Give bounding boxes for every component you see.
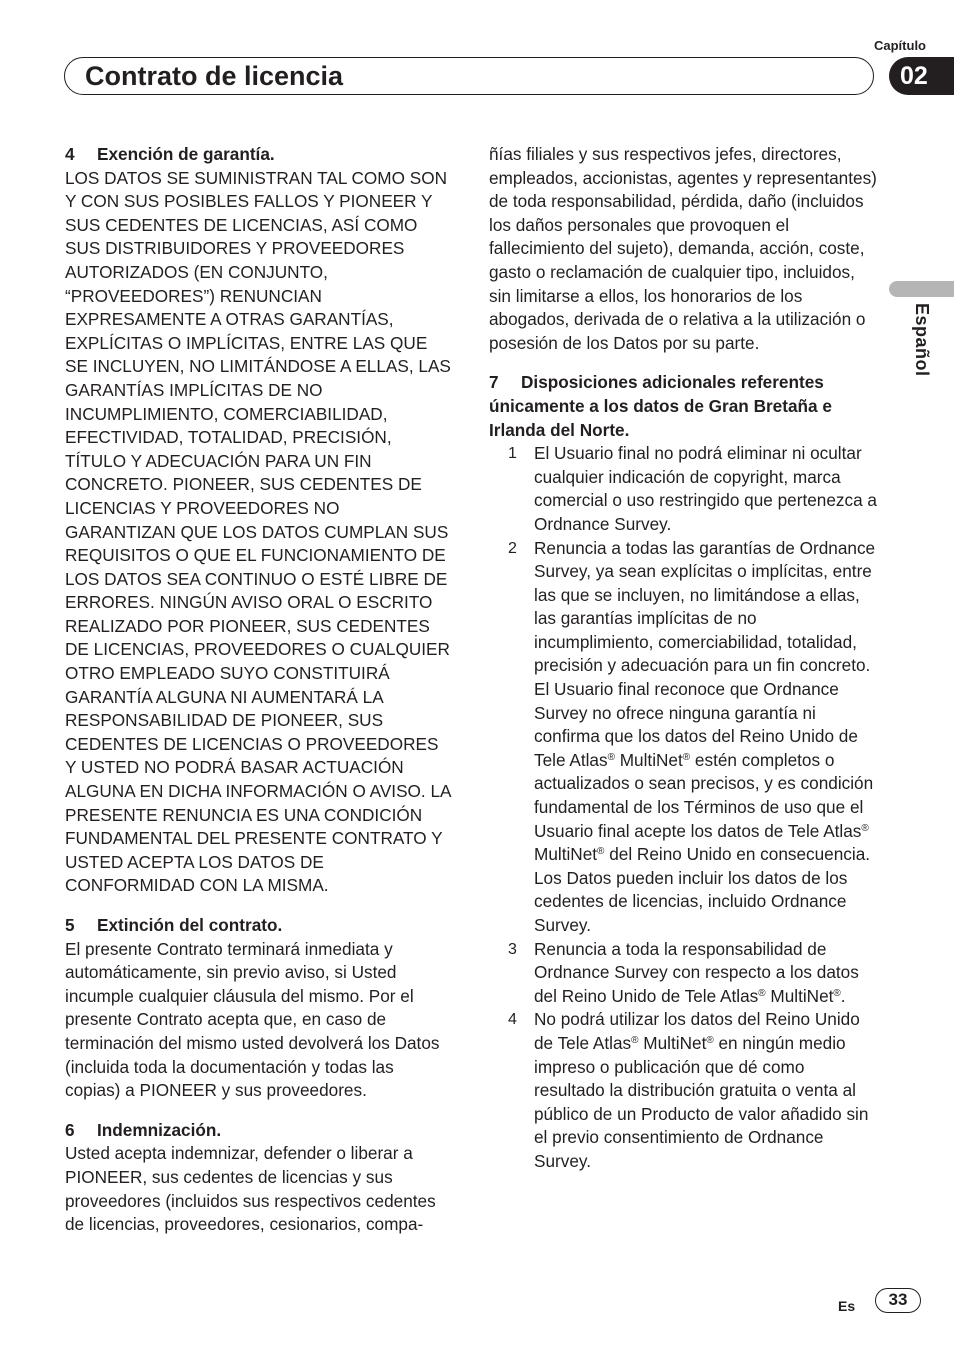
registered-mark: ® [833, 987, 841, 999]
list-item: 2 Renuncia a todas las garantías de Ordnance Survey, ya sean explícitas o implícitas, entre las que se incluyen, no limitándose a ellas, las garantías implícitas de no incumplimiento, comerciabilidad, totalidad, precisión y adecuación para un fin concreto. El Usuario final reconoce que Ordnance Survey no ofrece ninguna garantía ni confirma que los datos del Reino Unido de Tele Atlas® MultiNet® estén completos o actualizados o sean precisos, y es condición fundamental de los Términos de uso que el Usuario final acepte los datos de Tele Atlas® MultiNet® del Reino Unido en consecuencia. Los Datos pueden incluir los datos de los cedentes de licencias, incluido Ordnance Survey. [508, 537, 876, 935]
section-6-body-continued: ñías filiales y sus respectivos jefes, directores, empleados, accionistas, agentes y representantes) de toda responsabilidad, pérdida, daño (incluidos los daños personales que provoquen el fallecimiento del sujeto), demanda, acción, coste, gasto o reclamación de cualquier tipo, incluidos, sin limitarse a ellos, los honorarios de los abogados, derivada de o relativa a la utilización o posesión de los Datos por su parte. [489, 144, 877, 353]
section-4-body: LOS DATOS SE SUMINISTRAN TAL COMO SON Y CON SUS POSIBLES FALLOS Y PIONEER Y SUS CEDENTES DE LICENCIAS, ASÍ COMO SUS DISTRIBUIDORES Y PROVEEDORES AUTORIZADOS (EN CONJUNTO, “PROVEEDORES”) RENUNCIAN EXPRESAMENTE A OTRAS GARANTÍAS, EXPLÍCITAS O IMPLÍCITAS, ENTRE LAS QUE SE INCLUYEN, NO LIMITÁNDOSE A ELLAS, LAS GARANTÍAS IMPLÍCITAS DE NO INCUMPLIMIENTO, COMERCIABILIDAD, EFECTIVIDAD, TOTALIDAD, PRECISIÓN, TÍTULO Y ADECUACIÓN PARA UN FIN CONCRETO. PIONEER, SUS CEDENTES DE LICENCIAS Y PROVEEDORES NO GARANTIZAN QUE LOS DATOS CUMPLAN SUS REQUISITOS O QUE EL FUNCIONAMIENTO DE LOS DATOS SEA CONTINUO O ESTÉ LIBRE DE ERRORES. NINGÚN AVISO ORAL O ESCRITO REALIZADO POR PIONEER, SUS CEDENTES DE LICENCIAS, PROVEEDORES O CUALQUIER OTRO EMPLEADO SUYO CONSTITUIRÁ GARANTÍA ALGUNA NI AUMENTARÁ LA RESPONSABILIDAD DE PIONEER, SUS CEDENTES DE LICENCIAS O PROVEEDORES Y USTED NO PODRÁ BASAR ACTUACIÓN ALGUNA EN DICHA INFORMACIÓN O AVISO. LA PRESENTE RENUNCIA ES UNA CONDICIÓN FUNDAMENTAL DEL PRESENTE CONTRATO Y USTED ACEPTA LOS DATOS DE CONFORMIDAD CON LA MISMA. [65, 167, 451, 896]
footer-language-code: Es [838, 1298, 856, 1314]
section-5-heading: 5 Extinción del contrato. [65, 915, 283, 935]
section-4 [65, 143, 453, 898]
registered-mark: ® [706, 1034, 714, 1046]
registered-mark: ® [861, 822, 869, 834]
section-7-list [489, 442, 879, 1173]
list-item: 1 El Usuario final no podrá eliminar ni ocultar cualquier indicación de copyright, marca comercial o uso restringido que pertenezca a Ordnance Survey. [508, 443, 877, 534]
page-number: 33 [875, 1288, 921, 1313]
section-6-body: Usted acepta indemnizar, defender o liberar a PIONEER, sus cedentes de licencias y sus proveedores (incluidos sus respectivos cedentes de licencias, proveedores, cesionarios, compa- [65, 1143, 436, 1235]
list-item: 3 Renuncia a toda la responsabilidad de Ordnance Survey con respecto a los datos del Reino Unido de Tele Atlas® MultiNet®. [508, 938, 859, 1006]
registered-mark: ® [682, 751, 691, 763]
section-6-continued [489, 143, 879, 355]
language-label: Español [912, 303, 932, 377]
title-box [64, 57, 874, 95]
registered-mark: ® [597, 846, 605, 858]
registered-mark: ® [758, 987, 766, 999]
registered-mark: ® [607, 751, 615, 763]
section-4-heading: 4 Exención de garantía. [65, 144, 275, 164]
language-tab-marker [889, 281, 954, 297]
section-5 [65, 914, 453, 1103]
page-title: Contrato de licencia [85, 61, 344, 91]
section-6 [65, 1119, 453, 1237]
list-item: 4 No podrá utilizar los datos del Reino Unido de Tele Atlas® MultiNet® en ningún medio impreso o publicación que dé como resultado la distribución gratuita o venta al público de un Producto de valor añadido sin el previo consentimiento de Ordnance Survey. [508, 1009, 869, 1171]
right-column [489, 143, 879, 1190]
chapter-number-badge: 02 [889, 57, 954, 95]
section-7-heading: 7 Disposiciones adicionales referentes únicamente a los datos de Gran Bretaña e Irlanda del Norte. [489, 372, 832, 440]
section-5-body: El presente Contrato terminará inmediata y automáticamente, sin previo aviso, si Usted incumple cualquier cláusula del mismo. Por el presente Contrato acepta que, en caso de terminación del mismo usted devolverá los Datos (incluida toda la documentación y todas las copias) a PIONEER y sus proveedores. [65, 938, 440, 1101]
section-6-heading: 6 Indemnización. [65, 1119, 222, 1140]
chapter-label: Capítulo [874, 38, 926, 53]
left-column [65, 143, 453, 1253]
registered-mark: ® [631, 1034, 639, 1046]
section-7 [489, 371, 879, 1173]
